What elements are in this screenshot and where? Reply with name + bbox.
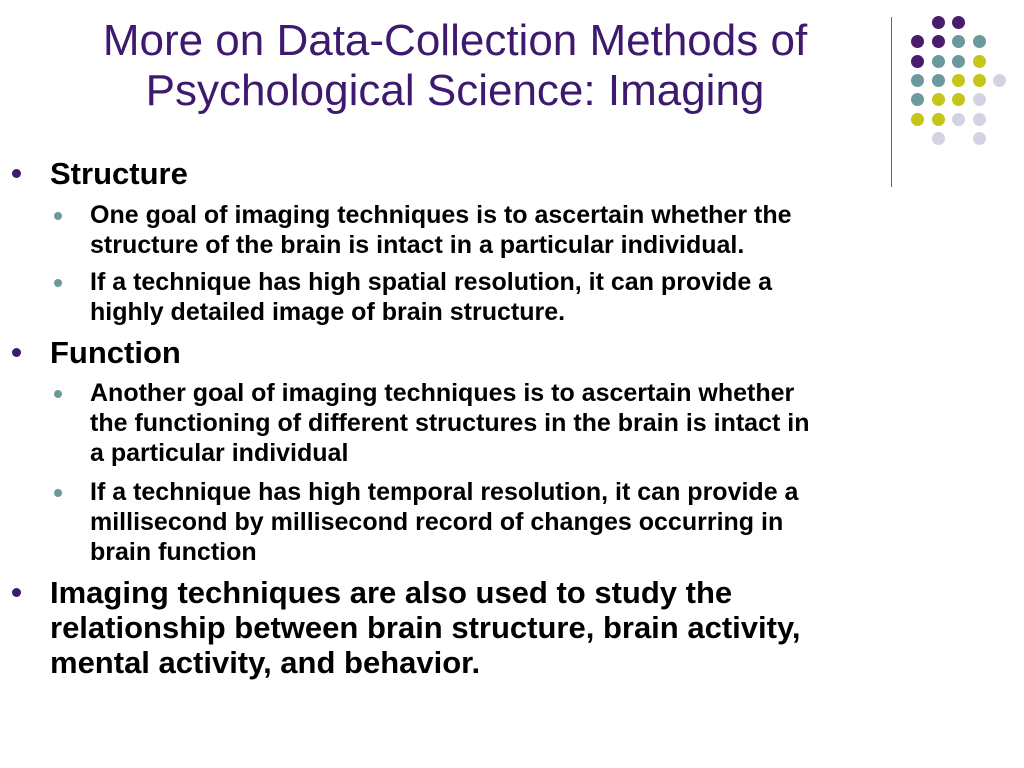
decorative-dot-icon	[952, 55, 965, 68]
decorative-dot-icon	[911, 74, 924, 87]
decorative-dot-icon	[973, 55, 986, 68]
decorative-dot-icon	[973, 74, 986, 87]
sub-bullet-dot-icon	[54, 279, 62, 287]
decorative-dot-icon	[911, 35, 924, 48]
title-line: Psychological Science: Imaging	[145, 66, 765, 115]
decorative-dot-icon	[932, 55, 945, 68]
decorative-dot-icon	[973, 132, 986, 145]
decorative-dot-icon	[973, 35, 986, 48]
sub-bullet-dot-icon	[54, 390, 62, 398]
bullet-dot-icon	[12, 348, 21, 357]
sub-bullet	[90, 477, 798, 567]
decorative-dot-icon	[973, 113, 986, 126]
decorative-dot-icon	[932, 93, 945, 106]
title-divider	[891, 17, 892, 187]
bullet-line: structure of the brain is intact in a particular individual.	[90, 231, 745, 259]
bullet-line: a particular individual	[90, 439, 349, 467]
decorative-dot-icon	[952, 74, 965, 87]
decorative-dot-icon	[911, 113, 924, 126]
bullet-summary	[50, 575, 801, 680]
bullet-line: If a technique has high temporal resolution, it can provide a	[90, 478, 799, 506]
bullet-line: relationship between brain structure, brain activity,	[50, 610, 801, 645]
decorative-dot-icon	[952, 93, 965, 106]
bullet-dot-icon	[12, 169, 21, 178]
decorative-dot-icon	[932, 132, 945, 145]
bullet-line: One goal of imaging techniques is to ascertain whether the	[90, 201, 792, 229]
decorative-dot-icon	[932, 16, 945, 29]
decorative-dot-icon	[952, 35, 965, 48]
bullet-line: brain function	[90, 538, 257, 566]
bullet-line: the functioning of different structures in the brain is intact in	[90, 409, 810, 437]
sub-bullet	[90, 378, 809, 468]
decorative-dot-icon	[932, 113, 945, 126]
decorative-dot-icon	[973, 93, 986, 106]
decorative-dot-icon	[911, 93, 924, 106]
bullet-line: Imaging techniques are also used to study the	[50, 575, 733, 610]
bullet-heading: Function	[50, 335, 181, 370]
decorative-dot-icon	[932, 74, 945, 87]
decorative-dot-icon	[932, 35, 945, 48]
sub-bullet	[90, 200, 792, 260]
bullet-line: mental activity, and behavior.	[50, 645, 481, 680]
bullet-line: millisecond by millisecond record of changes occurring in	[90, 508, 784, 536]
sub-bullet-dot-icon	[54, 489, 62, 497]
slide-title	[30, 16, 880, 116]
sub-bullet-dot-icon	[54, 212, 62, 220]
title-line: More on Data-Collection Methods of	[102, 16, 808, 65]
decorative-dot-icon	[911, 55, 924, 68]
bullet-heading: Structure	[50, 156, 188, 191]
decorative-dot-icon	[952, 16, 965, 29]
sub-bullet	[90, 267, 772, 327]
bullet-dot-icon	[12, 588, 21, 597]
bullet-line: Another goal of imaging techniques is to ascertain whether	[90, 379, 795, 407]
bullet-function	[50, 335, 181, 370]
decorative-dot-icon	[952, 113, 965, 126]
bullet-structure	[50, 156, 188, 191]
decorative-dot-icon	[993, 74, 1006, 87]
bullet-line: If a technique has high spatial resolution, it can provide a	[90, 268, 773, 296]
bullet-line: highly detailed image of brain structure.	[90, 298, 566, 326]
